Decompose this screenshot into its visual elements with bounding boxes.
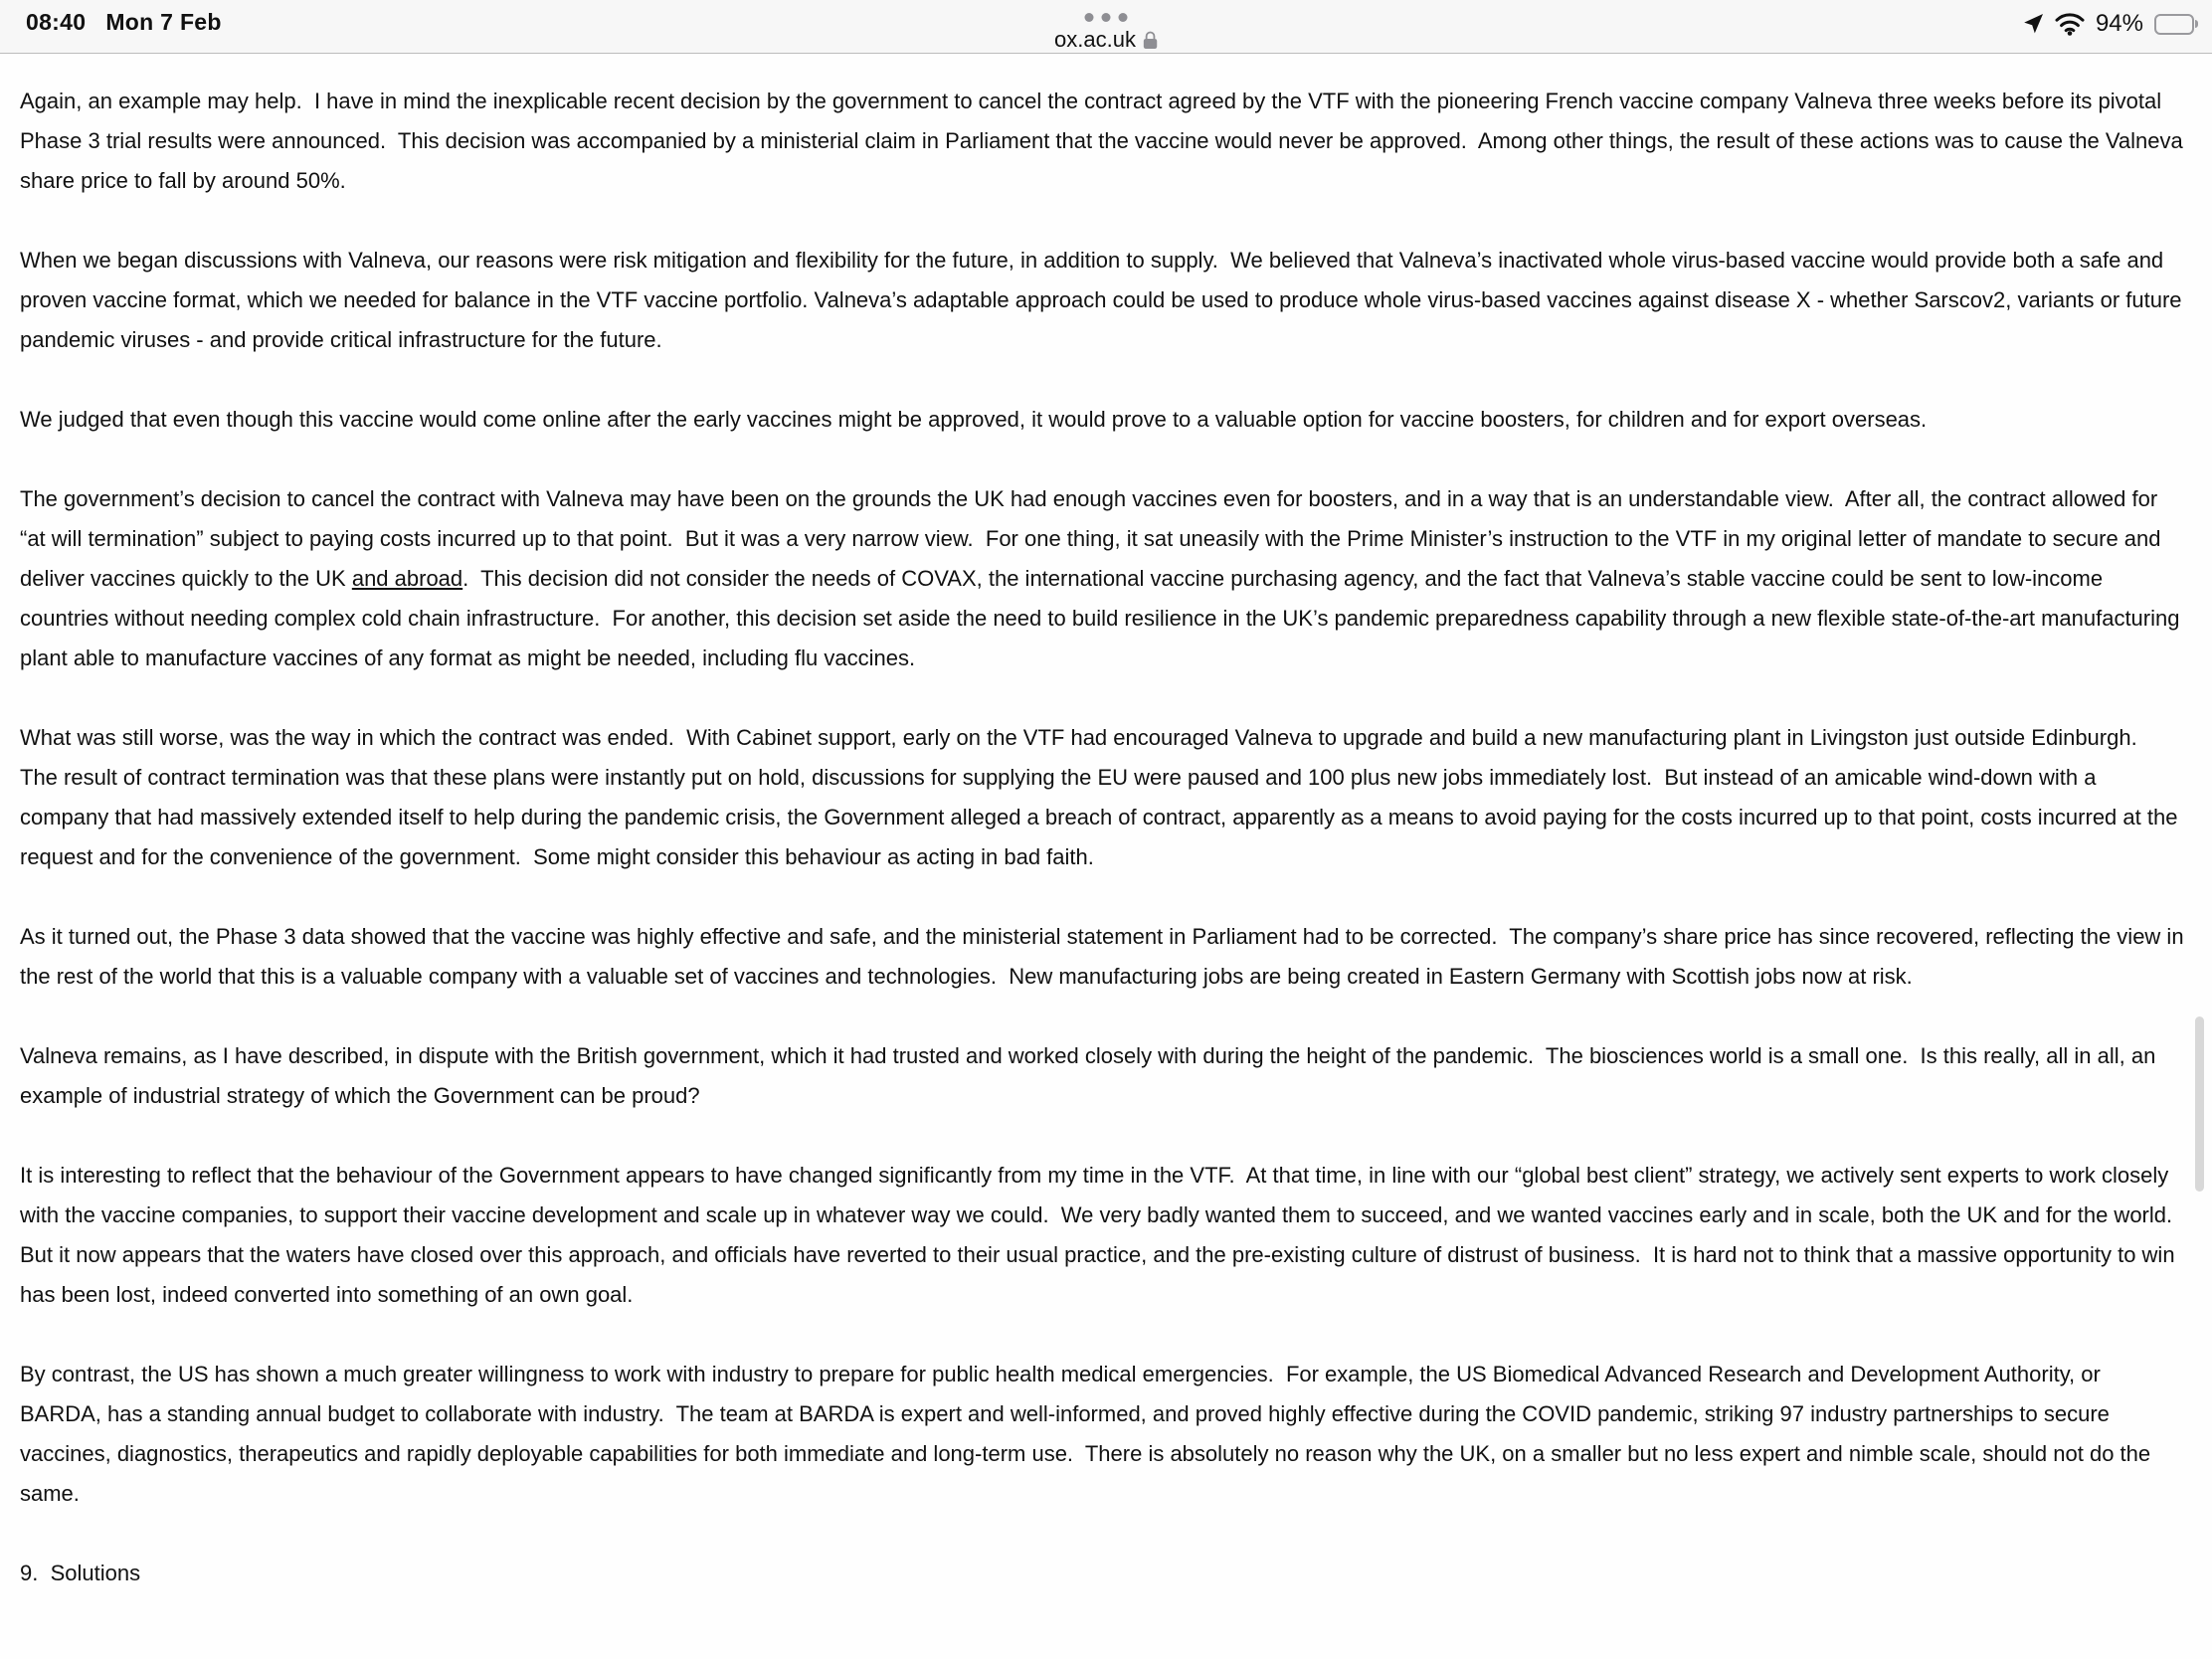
text-segment: As it turned out, the Phase 3 data showed that the vaccine was highly effective and safe, and the ministerial statement in Parliament had to be corrected. The company’s share price has since recovered, reflecting the view in the rest of the world that this is a valuable company with a valuable set of vaccines and technologies. New manufacturing jobs are being created in Eastern Germany with Scottish jobs now at risk. bbox=[20, 924, 2190, 989]
lock-icon bbox=[1143, 31, 1158, 50]
text-segment: What was still worse, was the way in which the contract was ended. With Cabinet support, early on the VTF had encouraged Valneva to upgrade and build a new manufacturing plant in Livingston just outside Edinburgh. The result of contract termination was that these plans were instantly put on hold, discussions for supplying the EU were paused and 100 plus new jobs immediately lost. But instead of an amicable wind-down with a company that had massively extended itself to help during the pandemic crisis, the Government alleged a breach of contract, apparently as a means to avoid paying for the costs incurred up to that point, costs incurred at the request and for the convenience of the government. Some might consider this behaviour as acting in bad faith. bbox=[20, 725, 2184, 869]
status-time: 08:40 bbox=[26, 9, 87, 35]
battery-body bbox=[2154, 14, 2194, 35]
paragraph-cancellation-grounds bbox=[20, 479, 2184, 678]
wifi-icon bbox=[2055, 13, 2085, 36]
url-bar[interactable] bbox=[1054, 27, 1158, 53]
document-body bbox=[0, 54, 2212, 1659]
status-indicators bbox=[2022, 10, 2198, 38]
url-text: ox.ac.uk bbox=[1054, 27, 1136, 52]
paragraph-valneva-example bbox=[20, 82, 2189, 201]
text-segment: By contrast, the US has shown a much greater willingness to work with industry to prepare for public health medical emergencies. For example, the US Biomedical Advanced Research and Development Authority, or BARDA, has a standing annual budget to collaborate with industry. The team at BARDA is expert and well-informed, and proved highly effective during the COVID pandemic, striking 97 industry partnerships to secure vaccines, diagnostics, therapeutics and rapidly deployable capabilities for both immediate and long-term use. There is absolutely no reason why the UK, on a smaller but no less expert and nimble scale, should not do the same. bbox=[20, 1362, 2157, 1506]
status-bar bbox=[0, 0, 2212, 54]
status-date: Mon 7 Feb bbox=[105, 9, 222, 35]
paragraph-phase3-outcome bbox=[20, 917, 2190, 997]
paragraph-government-behaviour bbox=[20, 1156, 2184, 1315]
paragraph-discussions-reasons bbox=[20, 241, 2188, 360]
ellipsis-dot-icon bbox=[1085, 13, 1094, 22]
text-segment: . This decision did not consider the needs of COVAX, the international vaccine purchasing agency, and the fact that Valneva’s stable vaccine could be sent to low-income countries without needing complex cold chain infrastructure. For another, this decision set aside the need to build resilience in the UK’s pandemic preparedness capability through a new flexible state-of-the-art manufacturing plant able to manufacture vaccines of any format as might be needed, including flu vaccines. bbox=[20, 566, 2186, 670]
text-segment: When we began discussions with Valneva, our reasons were risk mitigation and flexibility for the future, in addition to supply. We believed that Valneva’s inactivated whole virus-based vaccine would provide both a safe and proven vaccine format, which we needed for balance in the VTF vaccine portfolio. Valneva’s adaptable approach could be used to produce whole virus-based vaccines against disease X - whether Sarscov2, variants or future pandemic viruses - and provide critical infrastructure for the future. bbox=[20, 248, 2188, 352]
text-segment: It is interesting to reflect that the behaviour of the Government appears to have changed significantly from my time in the VTF. At that time, in line with our “global best client” strategy, we actively sent experts to work closely with the vaccine companies, to support their vaccine development and scale up in whatever way we could. We very badly wanted them to succeed, and we wanted vaccines early and in scale, both the UK and for the world. But it now appears that the waters have closed over this approach, and officials have reverted to their usual practice, and the pre-existing culture of distrust of business. It is hard not to think that a massive opportunity to win has been lost, indeed converted into something of an own goal. bbox=[20, 1163, 2185, 1307]
text-segment: 9. Solutions bbox=[20, 1561, 141, 1585]
clock-date bbox=[26, 9, 222, 36]
underlined-text: and abroad bbox=[351, 566, 463, 591]
text-segment: The government’s decision to cancel the contract with Valneva may have been on the grounds the UK had enough vaccines even for boosters, and in a way that is an understandable view. After all, the contract allowed for “at will termination” subject to paying costs incurred up to that point. But it was a very narrow view. For one thing, it sat uneasily with the Prime Minister’s instruction to the VTF in my original letter of mandate to secure and deliver vaccines quickly to the UK bbox=[20, 486, 2167, 591]
scrollbar-thumb[interactable] bbox=[2195, 1016, 2204, 1192]
ellipsis-dot-icon bbox=[1102, 13, 1111, 22]
paragraph-judged-value bbox=[20, 400, 2184, 440]
text-segment: We judged that even though this vaccine would come online after the early vaccines might be approved, it would prove to a valuable option for vaccine boosters, for children and for export overseas. bbox=[20, 407, 1928, 432]
location-arrow-icon bbox=[2022, 13, 2044, 35]
paragraph-us-barda bbox=[20, 1355, 2184, 1514]
page-options-dots[interactable] bbox=[1085, 13, 1128, 22]
battery-nub bbox=[2195, 20, 2198, 28]
text-segment: Valneva remains, as I have described, in dispute with the British government, which it had trusted and worked closely with during the height of the pandemic. The biosciences world is a small one. Is this really, all in all, an example of industrial strategy of which the Government can be proud? bbox=[20, 1043, 2162, 1108]
section-heading-solutions bbox=[20, 1554, 2184, 1593]
text-segment: Again, an example may help. I have in mind the inexplicable recent decision by the government to cancel the contract agreed by the VTF with the pioneering French vaccine company Valneva three weeks before its pivotal Phase 3 trial results were announced. This decision was accompanied by a ministerial claim in Parliament that the vaccine would never be approved. Among other things, the result of these actions was to cause the Valneva share price to fall by around 50%. bbox=[20, 89, 2189, 193]
battery-percent: 94% bbox=[2095, 10, 2143, 37]
battery-icon bbox=[2154, 14, 2198, 35]
ellipsis-dot-icon bbox=[1119, 13, 1128, 22]
paragraph-dispute bbox=[20, 1036, 2184, 1116]
paragraph-contract-ended bbox=[20, 718, 2184, 877]
